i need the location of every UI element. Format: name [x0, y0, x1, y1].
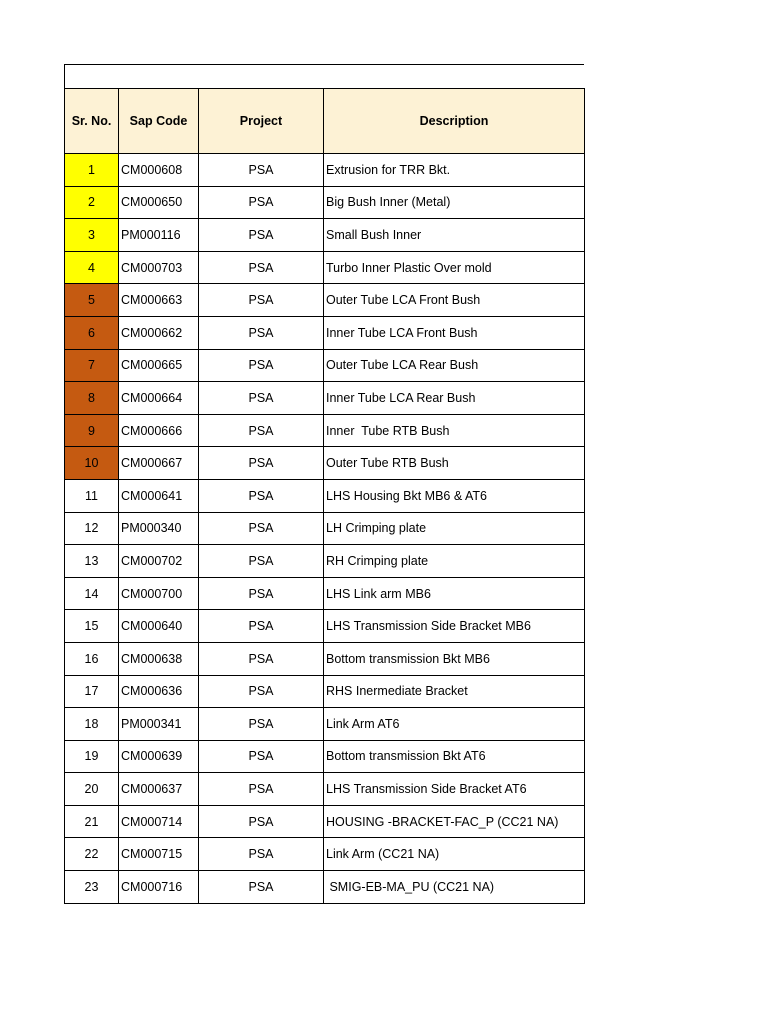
sr-no-cell[interactable]: 23	[65, 871, 119, 904]
description-cell[interactable]: Link Arm (CC21 NA)	[324, 838, 585, 871]
description-cell[interactable]: RH Crimping plate	[324, 545, 585, 578]
project-cell[interactable]: PSA	[199, 154, 324, 187]
description-cell[interactable]: LHS Transmission Side Bracket MB6	[324, 610, 585, 643]
table-row	[65, 838, 585, 871]
project-cell[interactable]: PSA	[199, 186, 324, 219]
project-cell[interactable]: PSA	[199, 773, 324, 806]
sap-code-cell[interactable]: CM000703	[119, 251, 199, 284]
sap-code-cell[interactable]: CM000667	[119, 447, 199, 480]
description-cell[interactable]: Outer Tube LCA Rear Bush	[324, 349, 585, 382]
project-cell[interactable]: PSA	[199, 349, 324, 382]
table-row	[65, 479, 585, 512]
description-cell[interactable]: LHS Link arm MB6	[324, 577, 585, 610]
header-sap-code[interactable]: Sap Code	[119, 89, 199, 154]
project-cell[interactable]: PSA	[199, 675, 324, 708]
table-row	[65, 642, 585, 675]
sap-code-cell[interactable]: CM000641	[119, 479, 199, 512]
project-cell[interactable]: PSA	[199, 545, 324, 578]
project-cell[interactable]: PSA	[199, 577, 324, 610]
table-row	[65, 186, 585, 219]
sap-code-cell[interactable]: CM000638	[119, 642, 199, 675]
sap-code-cell[interactable]: CM000663	[119, 284, 199, 317]
table-row	[65, 219, 585, 252]
description-cell[interactable]: HOUSING -BRACKET-FAC_P (CC21 NA)	[324, 805, 585, 838]
sr-no-cell[interactable]: 4	[65, 251, 119, 284]
project-cell[interactable]: PSA	[199, 871, 324, 904]
sr-no-cell[interactable]: 15	[65, 610, 119, 643]
sr-no-cell[interactable]: 12	[65, 512, 119, 545]
header-project[interactable]: Project	[199, 89, 324, 154]
sap-code-cell[interactable]: CM000636	[119, 675, 199, 708]
description-cell[interactable]: LHS Transmission Side Bracket AT6	[324, 773, 585, 806]
sap-code-cell[interactable]: CM000650	[119, 186, 199, 219]
sr-no-cell[interactable]: 16	[65, 642, 119, 675]
sr-no-cell[interactable]: 7	[65, 349, 119, 382]
project-cell[interactable]: PSA	[199, 610, 324, 643]
sr-no-cell[interactable]: 22	[65, 838, 119, 871]
sap-code-cell[interactable]: CM000662	[119, 316, 199, 349]
sr-no-cell[interactable]: 8	[65, 382, 119, 415]
sr-no-cell[interactable]: 19	[65, 740, 119, 773]
project-cell[interactable]: PSA	[199, 382, 324, 415]
project-cell[interactable]: PSA	[199, 447, 324, 480]
project-cell[interactable]: PSA	[199, 805, 324, 838]
sap-code-cell[interactable]: CM000664	[119, 382, 199, 415]
table-row	[65, 773, 585, 806]
sr-no-cell[interactable]: 9	[65, 414, 119, 447]
description-cell[interactable]: Inner Tube LCA Front Bush	[324, 316, 585, 349]
sap-code-cell[interactable]: CM000702	[119, 545, 199, 578]
project-cell[interactable]: PSA	[199, 251, 324, 284]
sr-no-cell[interactable]: 3	[65, 219, 119, 252]
header-description[interactable]: Description	[324, 89, 585, 154]
description-cell[interactable]: RHS Inermediate Bracket	[324, 675, 585, 708]
sr-no-cell[interactable]: 21	[65, 805, 119, 838]
project-cell[interactable]: PSA	[199, 414, 324, 447]
sap-code-cell[interactable]: CM000665	[119, 349, 199, 382]
description-cell[interactable]: Small Bush Inner	[324, 219, 585, 252]
description-cell[interactable]: LHS Housing Bkt MB6 & AT6	[324, 479, 585, 512]
sr-no-cell[interactable]: 5	[65, 284, 119, 317]
project-cell[interactable]: PSA	[199, 284, 324, 317]
table-row	[65, 675, 585, 708]
sr-no-cell[interactable]: 17	[65, 675, 119, 708]
description-cell[interactable]: LH Crimping plate	[324, 512, 585, 545]
sr-no-cell[interactable]: 11	[65, 479, 119, 512]
project-cell[interactable]: PSA	[199, 512, 324, 545]
spreadsheet	[64, 64, 584, 904]
project-cell[interactable]: PSA	[199, 219, 324, 252]
project-cell[interactable]: PSA	[199, 838, 324, 871]
sap-code-cell[interactable]: CM000666	[119, 414, 199, 447]
table-row	[65, 610, 585, 643]
sap-code-cell[interactable]: PM000116	[119, 219, 199, 252]
sap-code-cell[interactable]: CM000640	[119, 610, 199, 643]
sap-code-cell[interactable]: CM000716	[119, 871, 199, 904]
header-row	[65, 89, 585, 154]
table-row	[65, 545, 585, 578]
header-sr-no[interactable]: Sr. No.	[65, 89, 119, 154]
sap-code-cell[interactable]: PM000340	[119, 512, 199, 545]
sap-code-cell[interactable]: CM000700	[119, 577, 199, 610]
sr-no-cell[interactable]: 20	[65, 773, 119, 806]
description-cell[interactable]: Link Arm AT6	[324, 708, 585, 741]
table-row	[65, 382, 585, 415]
description-cell[interactable]: Outer Tube LCA Front Bush	[324, 284, 585, 317]
project-cell[interactable]: PSA	[199, 708, 324, 741]
description-cell[interactable]: Big Bush Inner (Metal)	[324, 186, 585, 219]
table-row	[65, 740, 585, 773]
table-row	[65, 805, 585, 838]
description-cell[interactable]: Outer Tube RTB Bush	[324, 447, 585, 480]
sap-code-cell[interactable]: PM000341	[119, 708, 199, 741]
description-cell[interactable]: Inner Tube LCA Rear Bush	[324, 382, 585, 415]
sap-code-cell[interactable]: CM000715	[119, 838, 199, 871]
description-cell[interactable]: Extrusion for TRR Bkt.	[324, 154, 585, 187]
table-row	[65, 316, 585, 349]
table-row	[65, 349, 585, 382]
description-cell[interactable]: Bottom transmission Bkt MB6	[324, 642, 585, 675]
sr-no-cell[interactable]: 18	[65, 708, 119, 741]
description-cell[interactable]: Inner Tube RTB Bush	[324, 414, 585, 447]
table-row	[65, 154, 585, 187]
table-row	[65, 577, 585, 610]
project-cell[interactable]: PSA	[199, 642, 324, 675]
table-row	[65, 447, 585, 480]
sr-no-cell[interactable]: 10	[65, 447, 119, 480]
project-cell[interactable]: PSA	[199, 740, 324, 773]
sap-code-cell[interactable]: CM000714	[119, 805, 199, 838]
table-row	[65, 512, 585, 545]
sap-code-cell[interactable]: CM000637	[119, 773, 199, 806]
table-row	[65, 708, 585, 741]
table-row	[65, 871, 585, 904]
sr-no-cell[interactable]: 6	[65, 316, 119, 349]
description-cell[interactable]: SMIG-EB-MA_PU (CC21 NA)	[324, 871, 585, 904]
table-row	[65, 284, 585, 317]
sr-no-cell[interactable]: 1	[65, 154, 119, 187]
table-row	[65, 414, 585, 447]
table-row	[65, 251, 585, 284]
description-cell[interactable]: Turbo Inner Plastic Over mold	[324, 251, 585, 284]
sr-no-cell[interactable]: 14	[65, 577, 119, 610]
items-table	[64, 88, 585, 904]
sap-code-cell[interactable]: CM000608	[119, 154, 199, 187]
title-cell[interactable]	[64, 64, 584, 88]
sr-no-cell[interactable]: 2	[65, 186, 119, 219]
description-cell[interactable]: Bottom transmission Bkt AT6	[324, 740, 585, 773]
project-cell[interactable]: PSA	[199, 479, 324, 512]
sap-code-cell[interactable]: CM000639	[119, 740, 199, 773]
project-cell[interactable]: PSA	[199, 316, 324, 349]
sr-no-cell[interactable]: 13	[65, 545, 119, 578]
